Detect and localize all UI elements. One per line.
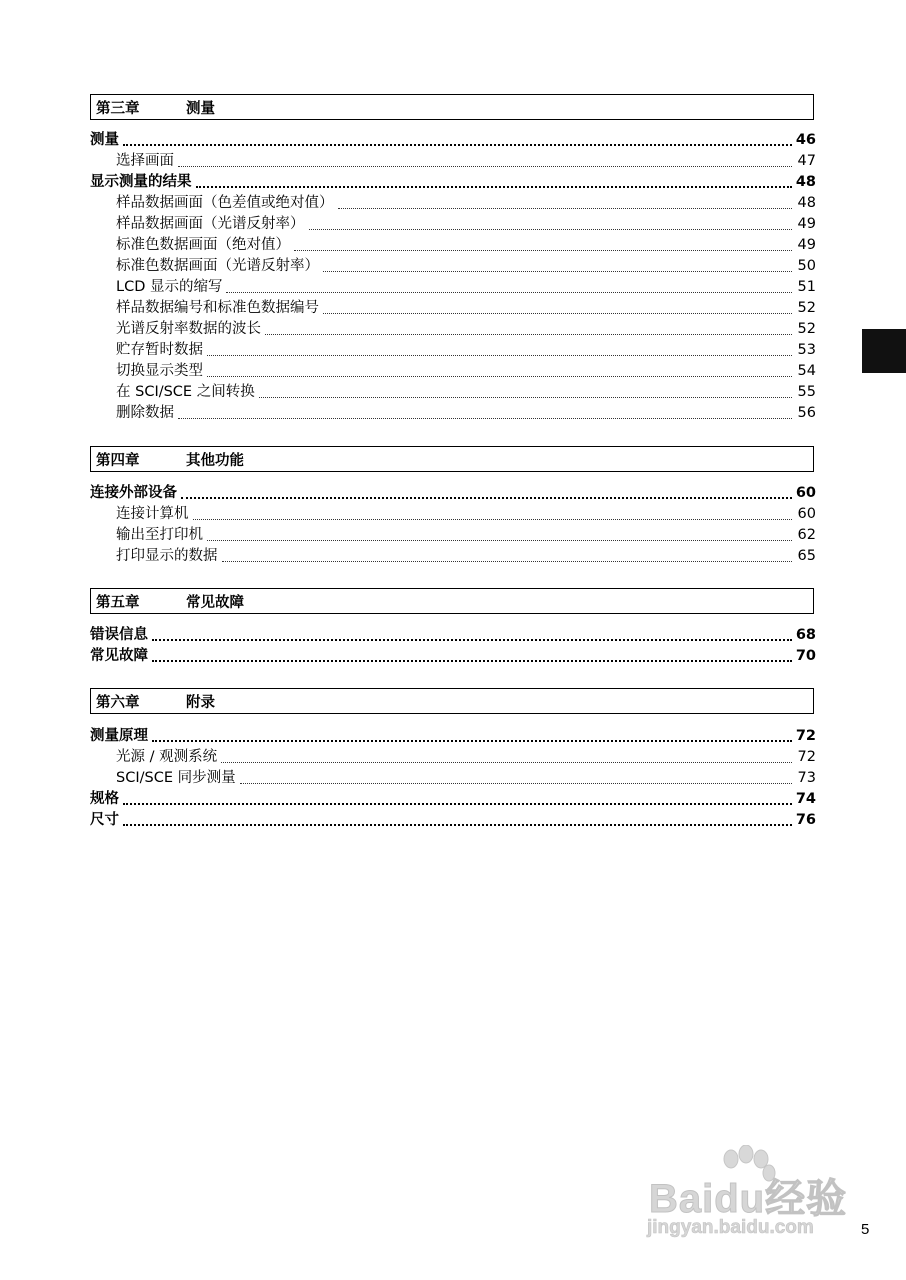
toc-entry-page: 65	[797, 548, 816, 564]
toc-section-entry[interactable]	[90, 625, 816, 646]
dot-leader	[240, 783, 792, 784]
dot-leader	[123, 144, 792, 146]
toc-section-entry[interactable]	[90, 726, 816, 747]
chapter-title: 常见故障	[186, 594, 244, 611]
toc-entry-label: 标准色数据画面（光谱反射率）	[116, 258, 319, 274]
dot-leader	[259, 397, 792, 398]
toc-entry-page: 56	[797, 405, 816, 421]
chapter-heading	[90, 588, 814, 614]
toc-entry-label: 规格	[90, 791, 119, 807]
toc-entry-page: 74	[795, 791, 816, 807]
toc-entry-label: 标准色数据画面（绝对值）	[116, 237, 290, 253]
toc-entry-page: 50	[797, 258, 816, 274]
toc-entry-label: 错误信息	[90, 627, 148, 643]
toc-subsection-entry[interactable]	[116, 382, 816, 403]
dot-leader	[294, 250, 792, 251]
toc-entry-label: 连接外部设备	[90, 485, 177, 501]
toc-section-entry[interactable]	[90, 810, 816, 831]
toc-entry-label: 光谱反射率数据的波长	[116, 321, 261, 337]
chapter-number: 第六章	[96, 694, 140, 711]
dot-leader	[123, 803, 792, 805]
toc-subsection-entry[interactable]	[116, 504, 816, 525]
toc-entry-page: 52	[797, 321, 816, 337]
toc-subsection-entry[interactable]	[116, 214, 816, 235]
toc-subsection-entry[interactable]	[116, 235, 816, 256]
watermark-brand: Baidu经验	[649, 1177, 848, 1221]
toc-entry-page: 47	[797, 153, 816, 169]
toc-subsection-entry[interactable]	[116, 277, 816, 298]
toc-entry-label: 测量	[90, 132, 119, 148]
toc-entry-page: 73	[797, 770, 816, 786]
chapter-title: 附录	[186, 694, 215, 711]
toc-entry-page: 76	[795, 812, 816, 828]
chapter-number: 第五章	[96, 594, 140, 611]
toc-entry-page: 46	[795, 132, 816, 148]
toc-entry-page: 70	[795, 648, 816, 664]
toc-entry-page: 53	[797, 342, 816, 358]
toc-entry-label: 打印显示的数据	[116, 548, 218, 564]
toc-entry-page: 68	[795, 627, 816, 643]
toc-entry-label: 在 SCI/SCE 之间转换	[116, 384, 255, 400]
toc-entry-label: 切换显示类型	[116, 363, 203, 379]
dot-leader	[323, 271, 792, 272]
toc-entry-label: 光源 / 观测系统	[116, 749, 218, 765]
toc-entry-page: 60	[797, 506, 816, 522]
dot-leader	[221, 762, 792, 763]
toc-entry-label: 样品数据画面（光谱反射率）	[116, 216, 305, 232]
toc-subsection-entry[interactable]	[116, 403, 816, 424]
toc-section-entry[interactable]	[90, 130, 816, 151]
toc-subsection-entry[interactable]	[116, 319, 816, 340]
dot-leader	[152, 639, 792, 641]
toc-entry-page: 55	[797, 384, 816, 400]
chapter-title: 其他功能	[186, 452, 244, 469]
toc-entry-label: 常见故障	[90, 648, 148, 664]
dot-leader	[123, 824, 792, 826]
toc-entry-label: 输出至打印机	[116, 527, 203, 543]
toc-subsection-entry[interactable]	[116, 361, 816, 382]
baidu-jingyan-watermark	[645, 1145, 855, 1245]
toc-entry-page: 49	[797, 237, 816, 253]
dot-leader	[178, 166, 792, 167]
toc-entry-label: SCI/SCE 同步测量	[116, 770, 236, 786]
toc-entry-label: 显示测量的结果	[90, 174, 192, 190]
toc-entry-label: 选择画面	[116, 153, 174, 169]
toc-entry-label: 样品数据编号和标准色数据编号	[116, 300, 319, 316]
dot-leader	[178, 418, 792, 419]
toc-section-entry[interactable]	[90, 483, 816, 504]
toc-section-entry[interactable]	[90, 646, 816, 667]
toc-entry-page: 72	[797, 749, 816, 765]
dot-leader	[207, 376, 792, 377]
chapter-number: 第三章	[96, 100, 140, 117]
toc-entry-label: 测量原理	[90, 728, 148, 744]
toc-entry-label: 尺寸	[90, 812, 119, 828]
toc-subsection-entry[interactable]	[116, 298, 816, 319]
toc-subsection-entry[interactable]	[116, 525, 816, 546]
dot-leader	[222, 561, 793, 562]
toc-entry-label: 连接计算机	[116, 506, 189, 522]
dot-leader	[207, 355, 792, 356]
toc-entry-label: 样品数据画面（色差值或绝对值）	[116, 195, 334, 211]
toc-section-entry[interactable]	[90, 789, 816, 810]
toc-subsection-entry[interactable]	[116, 193, 816, 214]
dot-leader	[207, 540, 792, 541]
toc-subsection-entry[interactable]	[116, 768, 816, 789]
chapter-title: 测量	[186, 100, 215, 117]
dot-leader	[265, 334, 792, 335]
toc-subsection-entry[interactable]	[116, 747, 816, 768]
dot-leader	[338, 208, 793, 209]
chapter-heading	[90, 688, 814, 714]
toc-entry-label: 删除数据	[116, 405, 174, 421]
toc-entry-page: 52	[797, 300, 816, 316]
dot-leader	[181, 497, 792, 499]
dot-leader	[152, 660, 792, 662]
page-number: 5	[861, 1221, 870, 1238]
toc-entry-page: 60	[795, 485, 816, 501]
chapter-heading	[90, 446, 814, 472]
toc-entry-label: 贮存暂时数据	[116, 342, 203, 358]
toc-entry-page: 54	[797, 363, 816, 379]
dot-leader	[152, 740, 792, 742]
toc-entry-page: 72	[795, 728, 816, 744]
chapter-heading	[90, 94, 814, 120]
toc-subsection-entry[interactable]	[116, 340, 816, 361]
dot-leader	[323, 313, 792, 314]
watermark-url: jingyan.baidu.com	[647, 1217, 814, 1238]
section-tab-marker	[862, 329, 906, 373]
chapter-number: 第四章	[96, 452, 140, 469]
dot-leader	[193, 519, 793, 520]
dot-leader	[196, 186, 792, 188]
dot-leader	[309, 229, 793, 230]
dot-leader	[226, 292, 792, 293]
toc-subsection-entry[interactable]	[116, 151, 816, 172]
toc-subsection-entry[interactable]	[116, 256, 816, 277]
toc-entry-page: 51	[797, 279, 816, 295]
toc-entry-page: 62	[797, 527, 816, 543]
toc-entry-page: 48	[797, 195, 816, 211]
toc-subsection-entry[interactable]	[116, 546, 816, 567]
toc-entry-label: LCD 显示的缩写	[116, 279, 223, 295]
toc-entry-page: 48	[795, 174, 816, 190]
toc-entry-page: 49	[797, 216, 816, 232]
toc-section-entry[interactable]	[90, 172, 816, 193]
